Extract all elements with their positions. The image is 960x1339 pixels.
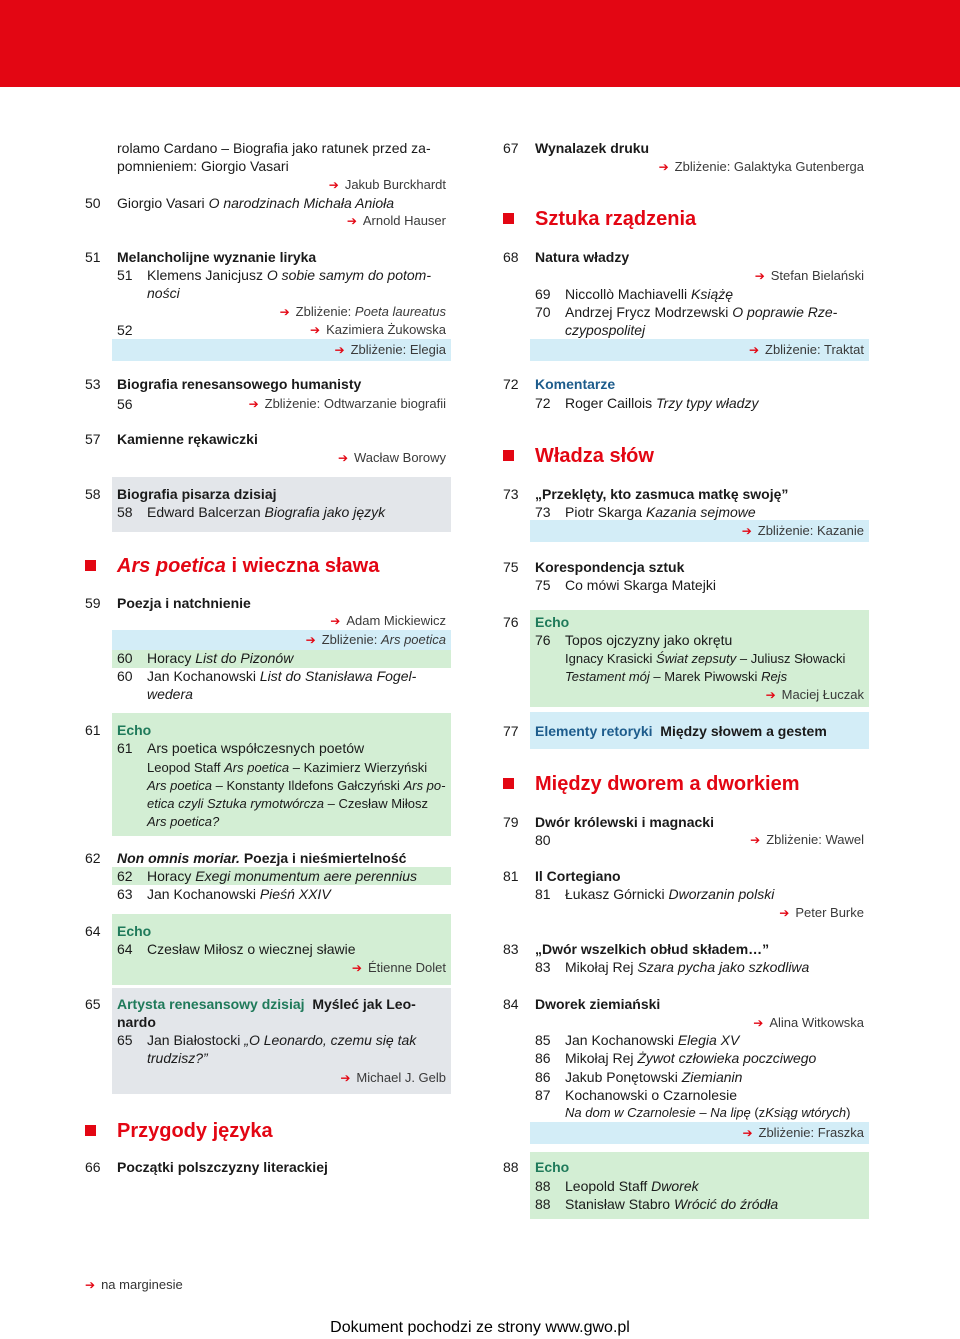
work-title: List do Pizonów <box>195 650 294 666</box>
toc-entry <box>85 503 451 521</box>
reference-name: Stefan Bielański <box>770 268 864 283</box>
page-number: 77 <box>503 723 519 739</box>
arrow-icon: ➔ <box>742 1126 753 1140</box>
toc-entry <box>503 995 869 1013</box>
arrow-icon: ➔ <box>310 323 321 337</box>
page-number: 64 <box>117 941 133 957</box>
arrow-icon: ➔ <box>754 269 765 283</box>
toc-entry <box>85 284 451 302</box>
reference <box>85 959 451 977</box>
work-title: Ziemianin <box>681 1069 743 1085</box>
chapter-title: Poezja i natchnienie <box>117 595 251 611</box>
echo-label: Echo <box>117 923 152 939</box>
page-number: 79 <box>503 814 519 830</box>
work-title: Trzy typy władzy <box>656 395 759 411</box>
toc-entry <box>85 266 451 284</box>
zblizenie-title: Zbliżenie: Kazanie <box>757 523 864 538</box>
author: – Czesław Miłosz <box>327 796 429 811</box>
toc-entry <box>503 503 869 521</box>
toc-entry <box>503 613 869 631</box>
page-number: 86 <box>535 1050 551 1066</box>
reference <box>503 267 869 285</box>
zblizenie-title: Zbliżenie: Wawel <box>766 832 864 847</box>
reference-name: Peter Burke <box>795 905 864 920</box>
work-title: Ars poetica? <box>147 814 220 829</box>
zblizenie-title: Zbliżenie: Elegia <box>350 342 446 357</box>
chapter-title: Biografia renesansowego humanisty <box>117 376 362 392</box>
toc-entry <box>503 1031 869 1049</box>
page-number: 65 <box>117 1032 133 1048</box>
work-title: Dworek <box>651 1178 699 1194</box>
author: Jan Białostocki <box>147 1032 241 1048</box>
toc-entry <box>503 813 869 831</box>
toc-subentry <box>503 668 869 686</box>
toc-entry <box>503 321 869 339</box>
toc-entry <box>503 375 869 393</box>
page-number: 68 <box>503 249 519 265</box>
page-number: 72 <box>535 395 551 411</box>
work-title: Testament mój <box>565 669 650 684</box>
zblizenie-title: Zbliżenie: Galaktyka Gutenberga <box>674 159 864 174</box>
toc-entry <box>85 485 451 503</box>
toc-entry <box>503 940 869 958</box>
arrow-icon: ➔ <box>658 160 669 174</box>
arrow-icon: ➔ <box>337 451 349 465</box>
work-title: Biografia jako język <box>264 504 386 520</box>
author: Edward Balcerzan <box>147 504 261 520</box>
author: Piotr Skarga <box>565 504 643 520</box>
chapter-title: Wynalazek druku <box>535 140 650 156</box>
section-heading <box>503 771 869 797</box>
arrow-icon: ➔ <box>248 397 259 411</box>
page-number: 61 <box>85 722 101 738</box>
author: Mikołaj Rej <box>565 1050 634 1066</box>
toc-entry <box>85 248 451 266</box>
chapter-title: Biografia pisarza dzisiaj <box>117 486 277 502</box>
toc-entry <box>503 485 869 503</box>
arrow-icon: ➔ <box>748 343 759 357</box>
section-title: i wieczna sława <box>231 555 380 577</box>
page-number: 70 <box>535 304 551 320</box>
zblizenie-label: Zbliżenie: <box>321 632 378 647</box>
page-number: 67 <box>503 140 519 156</box>
page-number: 69 <box>535 286 551 302</box>
chapter-title: nardo <box>117 1014 156 1030</box>
toc-entry <box>503 958 869 976</box>
author: Jakub Ponętowski <box>565 1069 678 1085</box>
chapter-title: Poezja i nieśmiertelność <box>243 850 407 866</box>
footer-source: Dokument pochodzi ze strony www.gwo.pl <box>330 1319 630 1336</box>
chapter-title: Kamienne rękawiczki <box>117 431 258 447</box>
author: – Marek Piwowski <box>653 669 758 684</box>
toc-entry <box>85 1049 451 1067</box>
zblizenie-label: Zbliżenie: <box>295 304 352 319</box>
toc-entry <box>503 558 869 576</box>
page-number: 73 <box>535 504 551 520</box>
toc-entry <box>85 667 451 685</box>
reference <box>85 176 451 194</box>
toc-entry <box>503 576 869 594</box>
legend-text: na marginesie <box>101 1277 183 1292</box>
toc-entry <box>503 867 869 885</box>
page-number: 88 <box>535 1196 551 1212</box>
toc-entry <box>503 631 869 649</box>
chapter-title: Korespondencja sztuk <box>535 559 685 575</box>
author: Horacy <box>147 868 192 884</box>
page-number: 83 <box>503 941 519 957</box>
work-title: Ksiąg wtórych <box>765 1105 847 1120</box>
page-number: 60 <box>117 650 133 666</box>
author: Horacy <box>147 650 192 666</box>
work-title: Żywot człowieka poczciwego <box>637 1050 817 1066</box>
echo-label: Echo <box>117 722 152 738</box>
author: Jan Kochanowski <box>147 886 256 902</box>
arrow-icon: ➔ <box>753 1016 764 1030</box>
author: Mikołaj Rej <box>565 959 634 975</box>
work-title: etica czyli Sztuka rymotwórcza <box>147 796 324 811</box>
reference-name: Jakub Burckhardt <box>344 177 446 192</box>
page-number: 62 <box>117 868 133 884</box>
toc-subentry <box>85 813 451 831</box>
work-title: Na dom w Czarnolesie <box>565 1105 696 1120</box>
section-title: Ars poetica <box>117 555 226 577</box>
page-number: 76 <box>535 632 551 648</box>
author: Łukasz Górnicki <box>565 886 665 902</box>
reference <box>503 1014 869 1032</box>
toc-entry <box>85 922 451 940</box>
author: Leopold Staff <box>565 1178 648 1194</box>
arrow-icon: ➔ <box>346 214 357 228</box>
work-title: O narodzinach Michała Anioła <box>208 195 395 211</box>
page-number: 60 <box>117 668 133 684</box>
work-title: Topos ojczyzny jako okrętu <box>565 632 733 648</box>
toc-entry <box>85 1013 451 1031</box>
arrow-icon: ➔ <box>351 961 362 975</box>
zblizenie <box>85 631 451 649</box>
work-title: Szara pycha jako szkodliwa <box>637 959 810 975</box>
toc-entry <box>503 831 869 849</box>
work-title: czypospolitej <box>565 322 646 338</box>
toc-subentry <box>85 759 451 777</box>
zblizenie-title: Zbliżenie: Fraszka <box>758 1125 864 1140</box>
work-title: Świat zepsuty <box>656 651 737 666</box>
reference-name: Michael J. Gelb <box>356 1070 446 1085</box>
section-heading <box>503 443 869 469</box>
zblizenie <box>503 522 869 540</box>
work-title: „O Leonardo, czemu się tak <box>244 1032 417 1048</box>
echo-label: Echo <box>535 614 570 630</box>
work-title: Wrócić do źródła <box>673 1196 779 1212</box>
page-number: 53 <box>85 376 101 392</box>
separator: (z <box>754 1105 766 1120</box>
arrow-icon: ➔ <box>334 343 345 357</box>
author: Jan Kochanowski <box>565 1032 674 1048</box>
work-title: ności <box>147 285 180 301</box>
section-title: Przygody języka <box>117 1120 273 1142</box>
page-number: 50 <box>85 195 101 211</box>
work-title: trudzisz?” <box>147 1050 208 1066</box>
toc-entry <box>503 1158 869 1176</box>
arrow-icon: ➔ <box>328 178 339 192</box>
chapter-title: Natura władzy <box>535 249 630 265</box>
toc-entry <box>503 248 869 266</box>
work-title: Elegia XV <box>677 1032 740 1048</box>
chapter-title: „Dwór wszelkich obłud składem…” <box>535 941 770 957</box>
reference <box>85 612 451 630</box>
work-title: Pieśń XXIV <box>259 886 331 902</box>
page-number: 63 <box>117 886 133 902</box>
page-number: 73 <box>503 486 519 502</box>
separator: ) <box>846 1105 851 1120</box>
toc-entry <box>85 375 451 393</box>
reference-name: Kazimiera Żukowska <box>326 322 446 337</box>
arrow-icon: ➔ <box>340 1071 351 1085</box>
arrow-icon: ➔ <box>779 906 790 920</box>
toc-entry <box>85 685 451 703</box>
reference <box>85 212 451 230</box>
toc-entry <box>503 285 869 303</box>
toc-entry <box>85 194 451 212</box>
page-number: 62 <box>85 850 101 866</box>
echo-label: Echo <box>535 1159 570 1175</box>
reference-name: Maciej Łuczak <box>781 687 864 702</box>
arrow-icon: ➔ <box>330 614 341 628</box>
toc-entry <box>503 1049 869 1067</box>
work-title: O sobie samym do potom- <box>266 267 431 283</box>
work-title: Co mówi Skarga Matejki <box>565 577 716 593</box>
page-number: 72 <box>503 376 519 392</box>
reference <box>503 904 869 922</box>
chapter-title: Non omnis moriar. <box>117 850 240 866</box>
toc-entry <box>503 1086 869 1104</box>
toc-entry <box>85 649 451 667</box>
work-title: Exegi monumentum aere perennius <box>195 868 418 884</box>
author: Klemens Janicjusz <box>147 267 263 283</box>
toc-entry <box>85 739 451 757</box>
chapter-title: Między słowem a gestem <box>660 723 827 739</box>
page-number: 76 <box>503 614 519 630</box>
section-heading <box>85 1118 451 1144</box>
page-number: 88 <box>535 1178 551 1194</box>
page-number: 58 <box>117 504 133 520</box>
section-title: Władza słów <box>535 445 654 467</box>
arrow-icon: ➔ <box>85 1278 96 1292</box>
toc-subentry <box>503 650 869 668</box>
chapter-title: Początki polszczyzny literackiej <box>117 1159 328 1175</box>
chapter-title: Il Cortegiano <box>535 868 621 884</box>
chapter-title: Melancholijne wyznanie liryka <box>117 249 317 265</box>
work-title: Dworzanin polski <box>668 886 775 902</box>
zblizenie <box>503 158 869 176</box>
page-number: 59 <box>85 595 101 611</box>
page-number: 64 <box>85 923 101 939</box>
toc-subentry <box>85 777 451 795</box>
page-number: 57 <box>85 431 101 447</box>
arrow-icon: ➔ <box>741 524 752 538</box>
toc-entry <box>85 849 451 867</box>
author: Roger Caillois <box>565 395 653 411</box>
chapter-title: „Przeklęty, kto zasmuca matkę swoję” <box>535 486 789 502</box>
toc-entry <box>85 1158 451 1176</box>
zblizenie-title: Zbliżenie: Traktat <box>765 342 864 357</box>
page-number: 61 <box>117 740 133 756</box>
reference-name: Étienne Dolet <box>367 960 446 975</box>
reference-name: Arnold Hauser <box>362 213 446 228</box>
arrow-icon: ➔ <box>750 833 761 847</box>
work-title: List do Stanisława Fogel- <box>259 668 417 684</box>
page-number: 80 <box>535 832 551 848</box>
author: Jan Kochanowski <box>147 668 256 684</box>
zblizenie-title: Poeta laureatus <box>354 304 446 319</box>
chapter-title: Dworek ziemiański <box>535 996 661 1012</box>
reference-name: Wacław Borowy <box>354 450 446 465</box>
reference <box>503 686 869 704</box>
zblizenie <box>85 341 451 359</box>
page-number: 86 <box>535 1069 551 1085</box>
chapter-label: Komentarze <box>535 376 616 392</box>
work-title: Rejs <box>761 669 788 684</box>
chapter-title: Dwór królewski i magnacki <box>535 814 714 830</box>
chapter-title: Myśleć jak Leo- <box>312 996 416 1012</box>
toc-subentry <box>503 1104 869 1122</box>
chapter-label: Elementy retoryki <box>535 723 653 739</box>
toc-entry <box>503 1195 869 1213</box>
page-number: 88 <box>503 1159 519 1175</box>
section-heading <box>85 553 451 579</box>
toc-entry <box>85 995 451 1013</box>
author: Stanisław Stabro <box>565 1196 671 1212</box>
author: – Konstanty Ildefons Gałczyński <box>215 778 400 793</box>
author: – Kazimierz Wierzyński <box>292 760 428 775</box>
chapter-label: Artysta renesansowy dzisiaj <box>117 996 305 1012</box>
toc-entry <box>503 394 869 412</box>
reference-name: Alina Witkowska <box>769 1015 864 1030</box>
toc-entry <box>503 885 869 903</box>
top-red-banner <box>0 0 960 87</box>
legend <box>85 1276 183 1294</box>
toc-entry <box>85 157 451 175</box>
toc-entry <box>503 303 869 321</box>
toc-entry <box>85 321 451 339</box>
zblizenie <box>85 303 451 321</box>
page-number: 52 <box>117 322 133 338</box>
separator: – <box>699 1105 711 1120</box>
toc-entry <box>503 1068 869 1086</box>
toc-entry <box>85 885 451 903</box>
entry-title: rolamo Cardano – Biografia jako ratunek przed za- <box>117 140 431 156</box>
arrow-icon: ➔ <box>279 305 290 319</box>
page-number: 58 <box>85 486 101 502</box>
page-number: 75 <box>535 577 551 593</box>
page-number: 81 <box>503 868 519 884</box>
page-number: 83 <box>535 959 551 975</box>
page-number: 81 <box>535 886 551 902</box>
work-title: wedera <box>147 686 193 702</box>
toc-entry <box>85 395 451 413</box>
entry-title: pomnieniem: Giorgio Vasari <box>117 158 289 174</box>
page-number: 87 <box>535 1087 551 1103</box>
page-number: 84 <box>503 996 519 1012</box>
toc-entry <box>503 722 869 740</box>
work-title: Kazania sejmowe <box>645 504 756 520</box>
author: Giorgio Vasari <box>117 195 205 211</box>
author: Niccollò Machiavelli <box>565 286 688 302</box>
toc-entry <box>85 940 451 958</box>
author: – Juliusz Słowacki <box>739 651 846 666</box>
zblizenie <box>503 1124 869 1142</box>
reference <box>85 1069 451 1087</box>
arrow-icon: ➔ <box>305 633 316 647</box>
work-title: Ars poetica <box>224 760 290 775</box>
page-number: 85 <box>535 1032 551 1048</box>
toc-entry <box>85 139 451 157</box>
page-number: 56 <box>117 396 133 412</box>
page-number: 66 <box>85 1159 101 1175</box>
work-title: Książę <box>691 286 734 302</box>
work-title: O poprawie Rze- <box>732 304 838 320</box>
zblizenie-title: Ars poetica <box>380 632 446 647</box>
work-title: Ars poetica <box>147 778 213 793</box>
page-number: 51 <box>85 249 101 265</box>
toc-subentry <box>85 795 451 813</box>
section-heading <box>503 206 869 232</box>
page-number: 65 <box>85 996 101 1012</box>
toc-entry <box>503 139 869 157</box>
zblizenie-title: Zbliżenie: Odtwarzanie biografii <box>264 396 446 411</box>
author: Ignacy Krasicki <box>565 651 653 666</box>
toc-entry <box>85 430 451 448</box>
arrow-icon: ➔ <box>765 688 776 702</box>
section-title: Między dworem a dworkiem <box>535 773 800 795</box>
section-title: Sztuka rządzenia <box>535 208 697 230</box>
work-title: Na lipę <box>710 1105 751 1120</box>
work-title: Czesław Miłosz o wiecznej sławie <box>147 941 356 957</box>
work-title: Ars poetica współczesnych poetów <box>147 740 365 756</box>
toc-entry <box>85 594 451 612</box>
work-title: Ars po- <box>403 778 446 793</box>
work-title: Kochanowski o Czarnolesie <box>565 1087 737 1103</box>
toc-entry <box>85 721 451 739</box>
toc-entry <box>503 1177 869 1195</box>
author: Leopod Staff <box>147 760 221 775</box>
page-number: 51 <box>117 267 133 283</box>
reference <box>85 449 451 467</box>
zblizenie <box>503 341 869 359</box>
reference-name: Adam Mickiewicz <box>346 613 446 628</box>
author: Andrzej Frycz Modrzewski <box>565 304 729 320</box>
toc-entry <box>85 1031 451 1049</box>
toc-entry <box>85 867 451 885</box>
page-number: 75 <box>503 559 519 575</box>
